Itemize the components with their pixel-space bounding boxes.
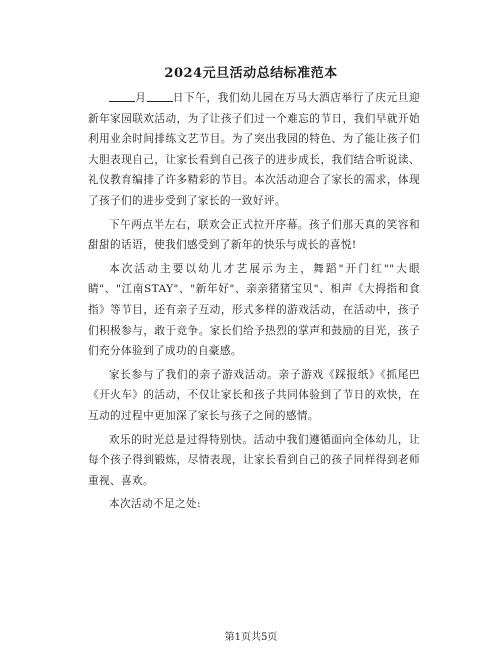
paragraph-2: 下午两点半左右，联欢会正式拉开序幕。孩子们那天真的笑容和甜甜的话语，使我们感受到了新年的快乐与成长的喜悦!: [88, 218, 420, 252]
paragraph-1: [88, 88, 420, 212]
paragraph-3: 本次活动主要以幼儿才艺展示为主，舞蹈"开门红""大眼睛"、"江南STAY"、"新年好"、亲亲猪猪宝贝"、相声《大拇指和食指》等节目，还有亲子互动，形式多样的游戏活动，在活动中，孩子们积极参与，敢于竞争。家长们给予热烈的掌声和鼓励的目光，孩子们充分体验到了成功的自豪感。: [88, 262, 420, 358]
document-title: 2024元旦活动总结标准范本: [164, 66, 338, 81]
month-label: 月: [135, 92, 147, 104]
paragraph-4: 家长参与了我们的亲子游戏活动。亲子游戏《踩报纸》《抓尾巴《开火车》的活动，不仅让家长和孩子共同体验到了节日的欢快，在互动的过程中更加深了家长与孩子之间的感情。: [88, 368, 420, 422]
paragraph-6: 本次活动不足之处:: [109, 498, 201, 511]
paragraph-1-text: 日下午，我们幼儿园在万马大酒店举行了庆元旦迎新年家园联欢活动，为了让孩子们过一个难忘的节日，我们早就开始利用业余时间排练文艺节目。为了突出我园的特色、为了能让孩子们大胆表现自己，让家长看到自己孩子的进步成长，我们结合听说读、礼仪教育编排了许多精彩的节目。本次活动迎合了家长的需求，体现了孩子们的进步受到了家长的一致好评。: [88, 92, 420, 207]
paragraph-5: 欢乐的时光总是过得特别快。活动中我们遵循面向全体幼儿，让每个孩子得到锻炼，尽情表现，让家长看到自己的孩子同样得到老师重视、喜欢。: [88, 433, 420, 487]
date-blank-month: [109, 91, 135, 102]
document-body: [88, 88, 420, 518]
page-number-footer: 第1页共5页: [224, 632, 278, 643]
date-blank-day: [147, 91, 173, 102]
